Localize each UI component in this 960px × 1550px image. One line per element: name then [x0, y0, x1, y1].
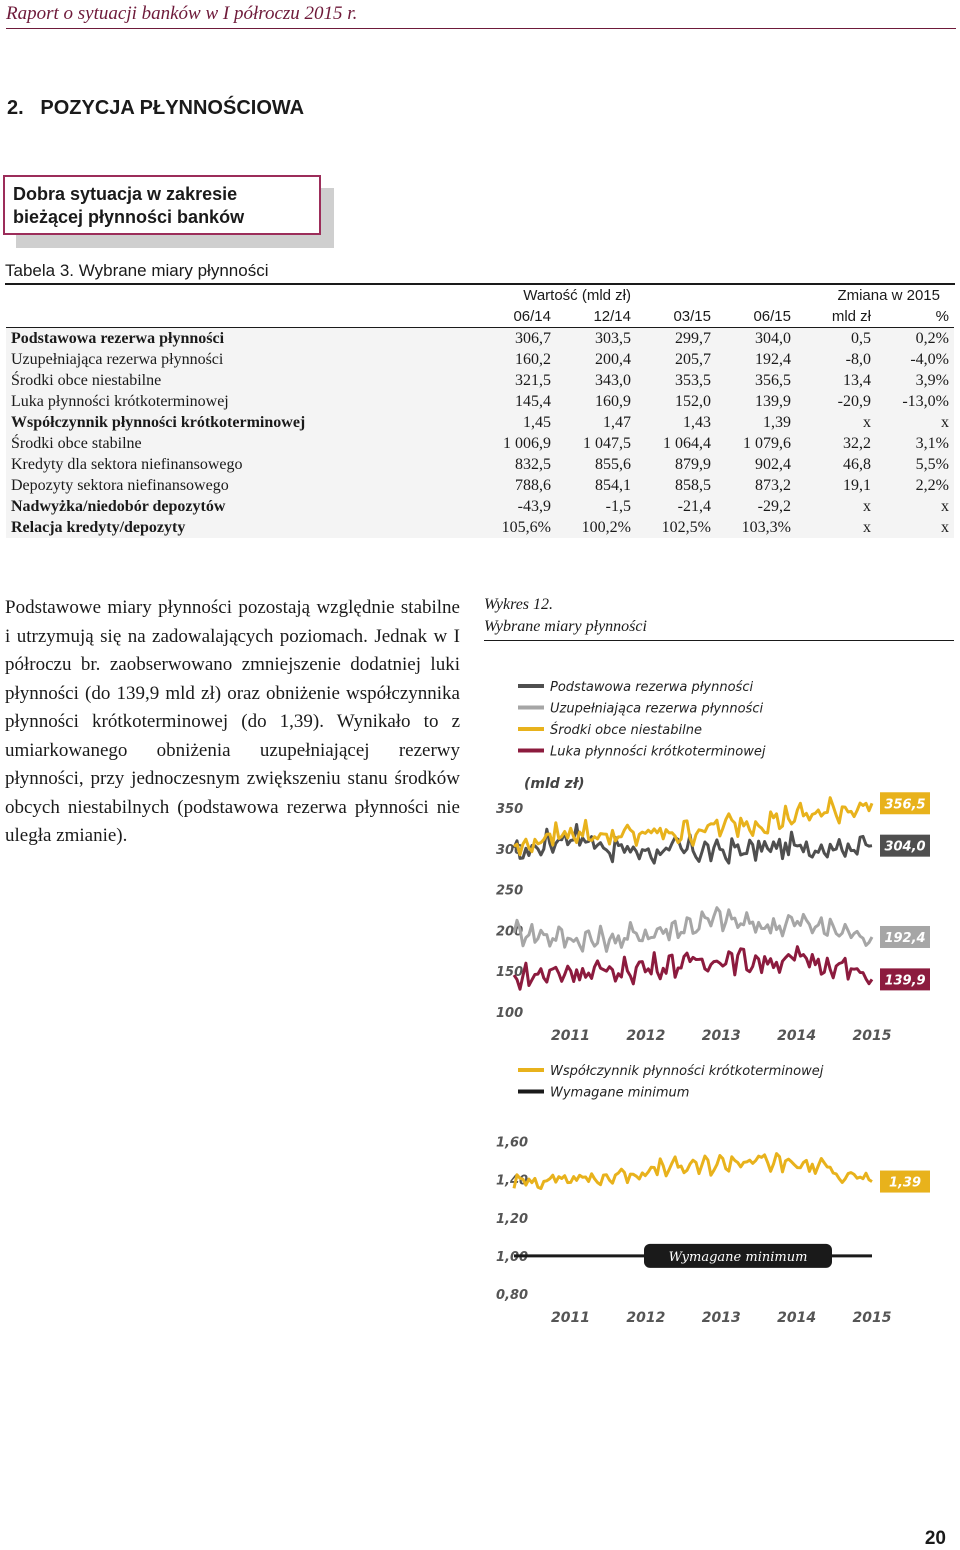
table-cell: 105,6%: [501, 519, 551, 536]
column-header: 06/15: [716, 306, 796, 328]
x-tick-label: 2012: [626, 1028, 666, 1044]
table-cell: 2,2%: [915, 477, 949, 494]
header-group-change: Zmiana w 2015: [796, 285, 954, 306]
table-cell: 103,3%: [741, 519, 791, 536]
table-cell: 192,4: [755, 351, 791, 368]
row-label: Luka płynności krótkoterminowej: [11, 393, 229, 410]
legend-label: Podstawowa rezerwa płynności: [550, 680, 754, 695]
legend-label: Środki obce niestabilne: [550, 723, 702, 738]
table-cell: 205,7: [675, 351, 711, 368]
end-value-label: 356,5: [884, 797, 926, 813]
column-header: mld zł: [796, 306, 876, 328]
header-title: Raport o sytuacji banków w I półroczu 2015 r.: [6, 3, 358, 24]
table-cell: 3,1%: [915, 435, 949, 452]
table-cell: -1,5: [605, 498, 631, 515]
table-row: [6, 433, 954, 454]
row-label: Kredyty dla sektora niefinansowego: [11, 456, 243, 473]
table-caption: Tabela 3. Wybrane miary płynności: [5, 261, 269, 280]
table-cell: -13,0%: [902, 393, 949, 410]
table-cell: 160,9: [595, 393, 631, 410]
column-header: 06/14: [476, 306, 556, 328]
table-cell: 321,5: [515, 372, 551, 389]
table-cell: 1 047,5: [583, 435, 631, 452]
row-label: Środki obce niestabilne: [11, 372, 162, 389]
table-cell: -43,9: [517, 498, 551, 515]
x-tick-label: 2015: [852, 1028, 892, 1044]
table-row: [6, 517, 954, 538]
table-cell: 356,5: [755, 372, 791, 389]
x-tick-label: 2013: [701, 1028, 741, 1044]
table-cell: 200,4: [595, 351, 631, 368]
table-cell: 32,2: [843, 435, 871, 452]
table-cell: 145,4: [515, 393, 551, 410]
row-label: Relacja kredyty/depozyty: [11, 519, 186, 536]
y-tick-label: 350: [496, 802, 524, 818]
legend-label: Współczynnik płynności krótkoterminowej: [550, 1064, 824, 1079]
x-tick-label: 2011: [551, 1028, 591, 1044]
row-label: Podstawowa rezerwa płynności: [11, 330, 225, 347]
table-cell: 902,4: [755, 456, 791, 473]
table-cell: 1 064,4: [663, 435, 711, 452]
table-cell: x: [941, 498, 949, 515]
y-tick-label: 1,60: [496, 1135, 529, 1151]
table-row: [6, 349, 954, 370]
table-cell: 139,9: [755, 393, 791, 410]
table-cell: 1 006,9: [503, 435, 551, 452]
end-value-label: 192,4: [884, 930, 926, 946]
callout-line-1: Dobra sytuacja w zakresie: [13, 184, 238, 204]
x-tick-label: 2014: [777, 1028, 817, 1044]
table-cell: 13,4: [843, 372, 871, 389]
table-cell: 46,8: [843, 456, 871, 473]
table-cell: 303,5: [595, 330, 631, 347]
legend-label: Luka płynności krótkoterminowej: [550, 744, 766, 760]
table-cell: 304,0: [755, 330, 791, 347]
table-cell: x: [863, 519, 871, 536]
column-header: %: [876, 306, 954, 328]
y-axis-label: (mld zł): [524, 776, 585, 792]
chart-caption: [484, 594, 954, 641]
chart-caption-title: Wybrane miary płynności: [484, 618, 647, 635]
table-cell: 0,5: [851, 330, 871, 347]
table-cell: 343,0: [595, 372, 631, 389]
table-cell: x: [863, 498, 871, 515]
table-header-group-row: [6, 285, 954, 306]
table-cell: 832,5: [515, 456, 551, 473]
y-tick-label: 200: [496, 924, 524, 940]
table-cell: 858,5: [675, 477, 711, 494]
y-tick-label: 100: [496, 1006, 524, 1021]
table-cell: 879,9: [675, 456, 711, 473]
callout-box: [3, 175, 321, 235]
table-row: [6, 412, 954, 433]
table-cell: 19,1: [843, 477, 871, 494]
table-cell: 1 079,6: [743, 435, 791, 452]
section-number: 2.: [7, 97, 24, 119]
row-label: Uzupełniająca rezerwa płynności: [11, 351, 224, 368]
y-tick-label: 250: [496, 883, 524, 899]
liquidity-charts: [484, 660, 956, 1340]
table-cell: 152,0: [675, 393, 711, 410]
table-cell: 855,6: [595, 456, 631, 473]
x-tick-label: 2012: [626, 1310, 666, 1326]
y-tick-label: 1,00: [496, 1249, 529, 1265]
table-cell: 102,5%: [661, 519, 711, 536]
end-value-label: 139,9: [884, 973, 926, 989]
y-tick-label: 1,20: [496, 1211, 529, 1227]
callout-line-2: bieżącej płynności banków: [13, 207, 245, 227]
y-tick-label: 150: [496, 965, 524, 981]
row-label: Nadwyżka/niedobór depozytów: [11, 498, 226, 515]
table-cell: x: [941, 414, 949, 431]
table-cell: 1,43: [683, 414, 711, 431]
table-cell: 1,39: [763, 414, 791, 431]
x-tick-label: 2011: [551, 1310, 591, 1326]
legend-label: Wymagane minimum: [550, 1085, 690, 1101]
column-header: 12/14: [556, 306, 636, 328]
table-row: [6, 391, 954, 412]
chart-caption-number: Wykres 12.: [484, 596, 554, 613]
table-row: [6, 475, 954, 496]
table-cell: 3,9%: [915, 372, 949, 389]
section-heading: [7, 97, 304, 120]
table-row: [6, 496, 954, 517]
table-row: [6, 328, 954, 350]
x-tick-label: 2013: [701, 1310, 741, 1326]
row-label: Współczynnik płynności krótkoterminowej: [11, 414, 306, 431]
page-number: 20: [924, 1528, 946, 1549]
row-label: Depozyty sektora niefinansowego: [11, 477, 229, 494]
table-cell: 1,47: [603, 414, 631, 431]
y-tick-label: 0,80: [496, 1288, 529, 1303]
y-tick-label: 1,40: [496, 1173, 529, 1189]
table-cell: 5,5%: [915, 456, 949, 473]
table-cell: 160,2: [515, 351, 551, 368]
table-row: [6, 454, 954, 475]
table-cell: x: [863, 414, 871, 431]
end-value-label: 304,0: [884, 839, 926, 855]
table-cell: -8,0: [845, 351, 871, 368]
table-cell: -21,4: [677, 498, 711, 515]
chart-background: [484, 660, 956, 1340]
running-header: [6, 2, 956, 29]
row-label: Środki obce stabilne: [11, 435, 142, 452]
table-cell: 306,7: [515, 330, 551, 347]
table-cell: x: [941, 519, 949, 536]
header-group-value: Wartość (mld zł): [476, 285, 636, 306]
annotation-label: Wymagane minimum: [668, 1249, 808, 1265]
body-paragraph: Podstawowe miary płynności pozostają względnie stabilne i utrzymują się na zadowalających poziomach. Jednak w I półroczu br. zaobserwowano zmniejszenie dodatniej luki płynności (do 139,9 mld zł) oraz obniżenie współczynnika płynności krótkoterminowej (do 1,39). Wynikało to z umiarkowanego obniżenia uzupełniającej rezerwy płynności, przy jednoczesnym zwiększeniu stanu środków obcych niestabilnych (podstawowa rezerwa płynności nie uległa zmianie).: [5, 597, 460, 846]
table-cell: -29,2: [757, 498, 791, 515]
table-cell: 353,5: [675, 372, 711, 389]
liquidity-table: [6, 285, 954, 538]
table-row: [6, 370, 954, 391]
table-cell: 873,2: [755, 477, 791, 494]
table-cell: -20,9: [837, 393, 871, 410]
table-header-row: [6, 306, 954, 328]
y-tick-label: 300: [496, 842, 524, 858]
table-cell: 854,1: [595, 477, 631, 494]
column-header: 03/15: [636, 306, 716, 328]
table-cell: 100,2%: [581, 519, 631, 536]
table-cell: 788,6: [515, 477, 551, 494]
table-cell: -4,0%: [910, 351, 949, 368]
table-cell: 1,45: [523, 414, 551, 431]
x-tick-label: 2015: [852, 1310, 892, 1326]
end-value-label: 1,39: [888, 1175, 922, 1191]
table-cell: 0,2%: [915, 330, 949, 347]
x-tick-label: 2014: [777, 1310, 817, 1326]
legend-label: Uzupełniająca rezerwa płynności: [550, 701, 764, 717]
section-title: POZYCJA PŁYNNOŚCIOWA: [40, 97, 305, 119]
table-cell: 299,7: [675, 330, 711, 347]
